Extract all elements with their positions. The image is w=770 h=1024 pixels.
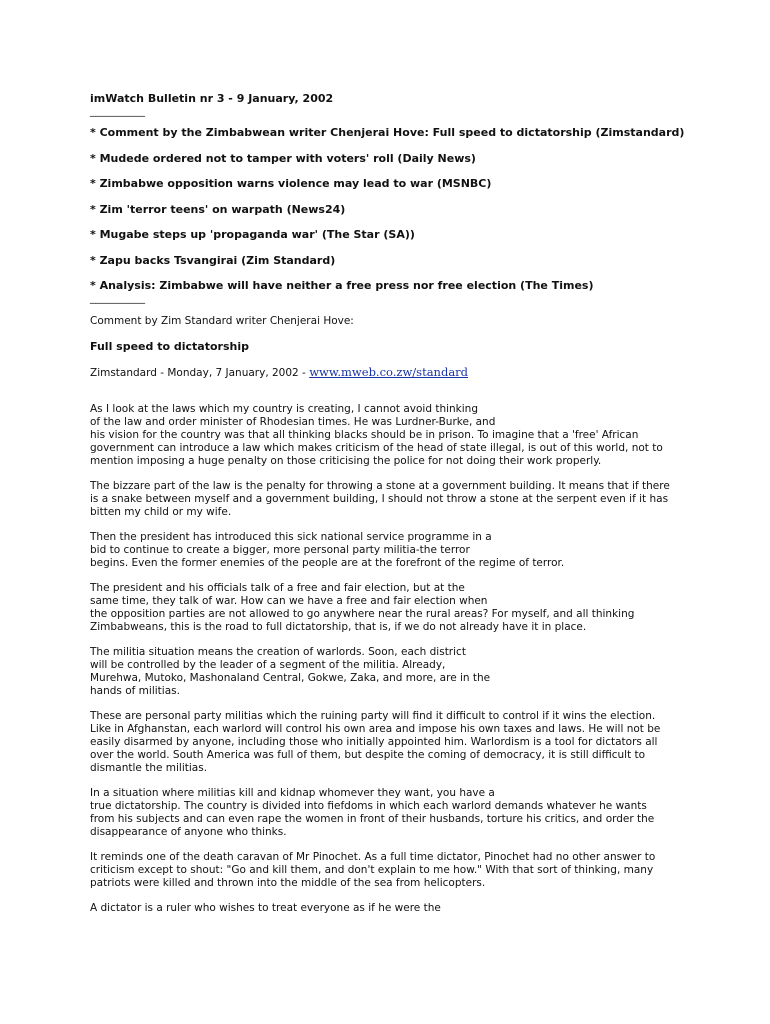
article-paragraph [90, 403, 690, 468]
article-paragraph [90, 646, 690, 698]
paragraph-line: Murehwa, Mutoko, Mashonaland Central, Gokwe, Zaka, and more, are in the [90, 672, 491, 684]
headline-item: * Comment by the Zimbabwean writer Chenjerai Hove: Full speed to dictatorship (Zimstandard) [90, 126, 685, 139]
article-paragraph [90, 710, 690, 775]
article-source [90, 365, 690, 380]
paragraph-line: hands of militias. [90, 685, 180, 697]
paragraph-line: Like in Afghanstan, each warlord will control his own area and impose his own taxes and laws. He will not be [90, 723, 661, 735]
separator-line-end: __________ [90, 291, 145, 304]
headline-item: * Mugabe steps up 'propaganda war' (The Star (SA)) [90, 228, 415, 241]
article-paragraph [90, 480, 690, 519]
paragraph-line: his vision for the country was that all thinking blacks should be in prison. To imagine that a 'free' African [90, 429, 639, 441]
paragraph-line: will be controlled by the leader of a segment of the militia. Already, [90, 659, 446, 671]
paragraph-line: bitten my child or my wife. [90, 506, 232, 518]
article-paragraph [90, 582, 690, 634]
article-intro: Comment by Zim Standard writer Chenjerai Hove: [90, 315, 354, 327]
article-paragraph [90, 902, 690, 915]
paragraph-line: is a snake between myself and a government building, I should not throw a stone at the serpent even if it has [90, 493, 669, 505]
source-link[interactable]: www.mweb.co.zw/standard [309, 365, 469, 379]
paragraph-line: begins. Even the former enemies of the people are at the forefront of the regime of terror. [90, 557, 565, 569]
paragraph-line: As I look at the laws which my country is creating, I cannot avoid thinking [90, 403, 479, 415]
paragraph-line: These are personal party militias which the ruining party will find it difficult to control if it wins the election. [90, 710, 656, 722]
paragraph-line: the opposition parties are not allowed to go anywhere near the rural areas? For myself, and all thinking [90, 608, 635, 620]
paragraph-line: mention imposing a huge penalty on those criticising the police for not doing their work properly. [90, 455, 602, 467]
article-body [90, 403, 690, 915]
headline-item: * Zimbabwe opposition warns violence may lead to war (MSNBC) [90, 177, 492, 190]
paragraph-line: easily disarmed by anyone, including those who initially appointed him. Warlordism is a tool for dictators all [90, 736, 658, 748]
article-title: Full speed to dictatorship [90, 340, 249, 353]
paragraph-line: It reminds one of the death caravan of Mr Pinochet. As a full time dictator, Pinochet had no other answer to [90, 851, 656, 863]
headline-item: * Mudede ordered not to tamper with voters' roll (Daily News) [90, 151, 476, 165]
paragraph-line: criticism except to shout: "Go and kill them, and don't explain to me how." With that sort of thinking, many [90, 864, 654, 876]
article-paragraph [90, 851, 690, 890]
paragraph-line: The militia situation means the creation of warlords. Soon, each district [90, 646, 466, 658]
paragraph-line: true dictatorship. The country is divided into fiefdoms in which each warlord demands whatever he wants [90, 800, 647, 812]
paragraph-line: from his subjects and can even rape the women in front of their husbands, torture his critics, and order the [90, 813, 655, 825]
headline-list [90, 126, 690, 293]
paragraph-line: A dictator is a ruler who wishes to treat everyone as if he were the [90, 902, 441, 914]
paragraph-line: dismantle the militias. [90, 762, 208, 774]
headline-item: * Zapu backs Tsvangirai (Zim Standard) [90, 253, 336, 267]
paragraph-line: Then the president has introduced this sick national service programme in a [90, 531, 492, 543]
headline-item: * Zim 'terror teens' on warpath (News24) [90, 202, 346, 216]
paragraph-line: of the law and order minister of Rhodesian times. He was Lurdner-Burke, and [90, 416, 496, 428]
paragraph-line: bid to continue to create a bigger, more personal party militia-the terror [90, 544, 470, 556]
paragraph-line: disappearance of anyone who thinks. [90, 826, 287, 838]
paragraph-line: same time, they talk of war. How can we have a free and fair election when [90, 595, 488, 607]
paragraph-line: government can introduce a law which makes criticism of the head of state illegal, is out of this world, not to [90, 442, 663, 454]
paragraph-line: The bizzare part of the law is the penalty for throwing a stone at a government building. It means that if there [90, 480, 670, 492]
paragraph-line: The president and his officials talk of a free and fair election, but at the [90, 582, 465, 594]
article-paragraph [90, 787, 690, 839]
paragraph-line: over the world. South America was full of them, but despite the coming of democracy, it is still difficult to [90, 749, 646, 761]
paragraph-line: Zimbabweans, this is the road to full dictatorship, that is, if we do not already have it in place. [90, 621, 587, 633]
headline-item: * Analysis: Zimbabwe will have neither a free press nor free election (The Times) [90, 279, 594, 292]
article-paragraph [90, 531, 690, 570]
paragraph-line: In a situation where militias kill and kidnap whomever they want, you have a [90, 787, 495, 799]
document-page [90, 92, 690, 927]
separator-line: __________ [90, 104, 145, 117]
source-prefix: Zimstandard - Monday, 7 January, 2002 - [90, 367, 310, 379]
bulletin-title: imWatch Bulletin nr 3 - 9 January, 2002 [90, 92, 334, 105]
paragraph-line: patriots were killed and thrown into the middle of the sea from helicopters. [90, 877, 486, 889]
